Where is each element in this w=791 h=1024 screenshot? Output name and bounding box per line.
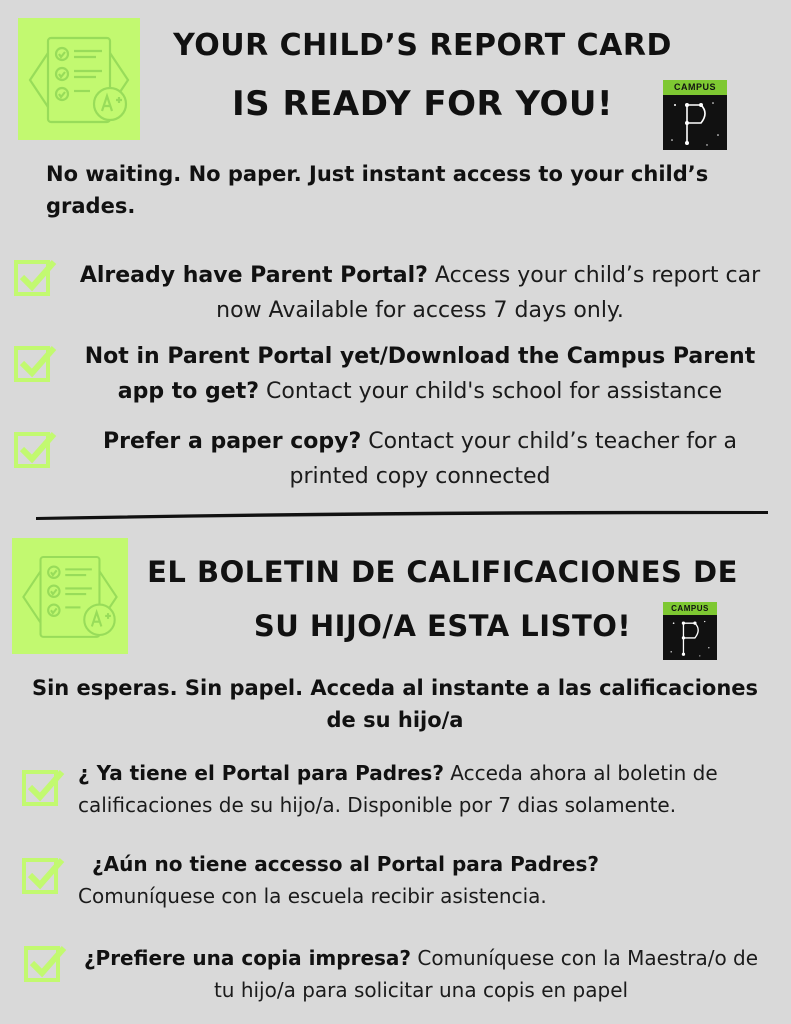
constellation-p-icon: [663, 95, 727, 150]
headline-es-line-2: SU HIJO/A ESTA LISTO!: [253, 609, 632, 643]
tagline-es: Sin esperas. Sin papel. Acceda al instante a las calificaciones de su hijo/a: [31, 676, 759, 732]
headline-en-line-1: YOUR CHILD’S REPORT CARD: [173, 28, 672, 63]
item-es-3: [76, 942, 766, 1006]
headline-en-line-2: IS READY FOR YOU!: [232, 84, 613, 124]
item-es-2-text: Comuníquese con la escuela recibir asistencia.: [78, 884, 547, 908]
check-box-icon: [20, 764, 66, 810]
item-en-3: [70, 424, 770, 494]
report-card-a-plus-icon: [18, 18, 140, 140]
item-en-2: [70, 339, 770, 409]
report-card-a-plus-icon: [12, 538, 128, 654]
constellation-p-icon: [663, 615, 717, 660]
check-icon-en-1: [12, 254, 58, 300]
section-divider: [36, 508, 768, 522]
check-icon-en-3: [12, 426, 58, 472]
check-icon-en-2: [12, 340, 58, 386]
check-box-icon: [22, 940, 68, 986]
item-en-1-text: Access your child’s report car now Available for access 7 days only.: [216, 263, 761, 323]
check-icon-es-3: [22, 940, 68, 986]
tagline-en: No waiting. No paper. Just instant access to your child’s grades.: [46, 162, 709, 218]
check-icon-es-1: [20, 764, 66, 810]
check-box-icon: [12, 254, 58, 300]
report-card-icon: [18, 18, 140, 140]
check-icon-es-2: [20, 852, 66, 898]
check-box-icon: [20, 852, 66, 898]
item-es-3-bold: ¿Prefiere una copia impresa?: [83, 946, 412, 970]
item-es-3-text: Comuníquese con la Maestra/o de tu hijo/a para solicitar una copis en papel: [213, 946, 759, 1002]
headline-es-line-1: EL BOLETIN DE CALIFICACIONES DE: [147, 555, 738, 589]
check-box-icon: [12, 426, 58, 472]
report-card-icon-es: [12, 538, 128, 654]
item-en-3-text: Contact your child’s teacher for a printed copy connected: [289, 429, 737, 489]
item-en-3-bold: Prefer a paper copy?: [103, 429, 362, 454]
item-en-2-text: Contact your child's school for assistance: [259, 379, 723, 404]
campus-logo-label: CAMPUS: [663, 80, 727, 95]
campus-logo: [663, 80, 727, 150]
item-en-1: [70, 258, 770, 328]
item-es-2-bold: ¿Aún no tiene accesso al Portal para Padres?: [92, 852, 599, 876]
check-box-icon: [12, 340, 58, 386]
item-es-1-text: Acceda ahora al boletin de calificaciones de su hijo/a. Disponible por 7 dias solamente.: [78, 761, 718, 817]
item-es-1: [78, 757, 758, 821]
item-en-1-bold: Already have Parent Portal?: [79, 263, 428, 288]
item-en-2-bold: Not in Parent Portal yet/Download the Campus Parent app to get?: [84, 344, 756, 404]
item-es-1-bold: ¿ Ya tiene el Portal para Padres?: [78, 761, 444, 785]
item-es-2: [78, 848, 638, 912]
campus-logo-es: [663, 602, 717, 660]
campus-logo-label-es: CAMPUS: [663, 602, 717, 615]
